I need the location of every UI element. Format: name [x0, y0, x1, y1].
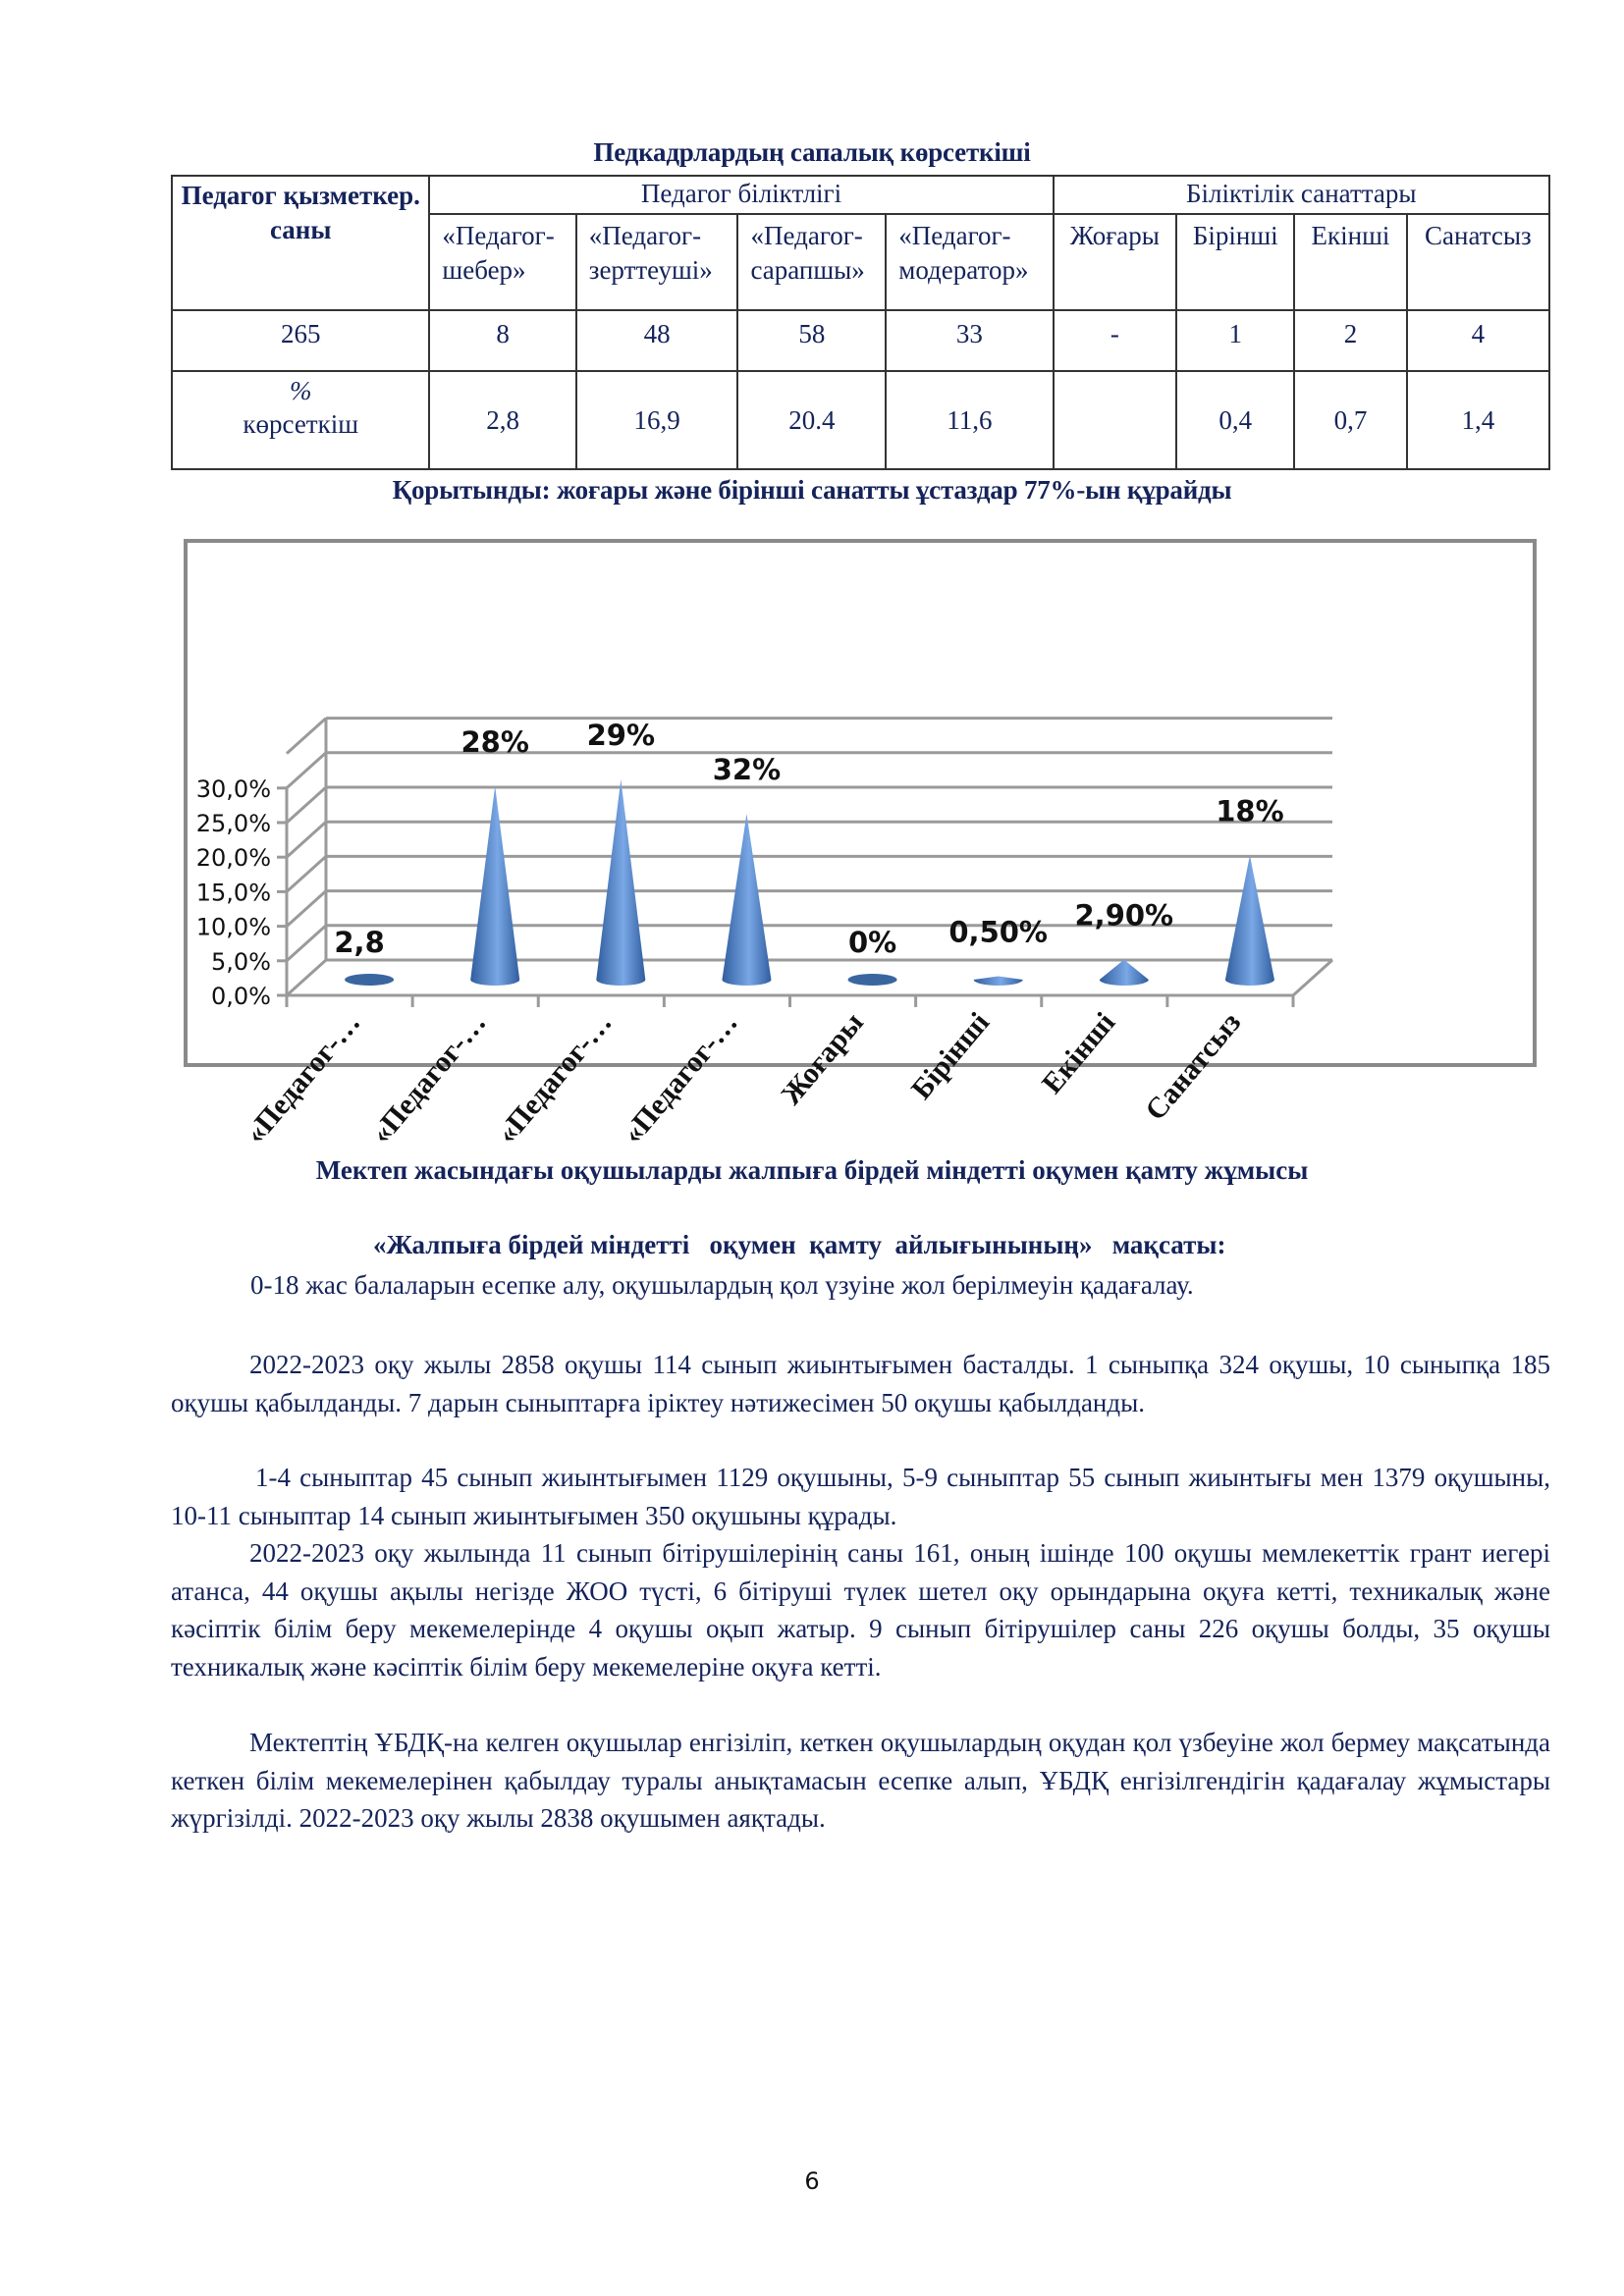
data-label: 32% — [712, 753, 782, 787]
cell-percent — [1054, 371, 1177, 469]
paragraph-2: 1-4 сыныптар 45 сынып жиынтығымен 1129 оқушыны, 5-9 сыныптар 55 сынып жиынтығы мен 1379 оқушыны, 10-11 сыныптар 14 сынып жиынтығымен 350 оқушыны құрады. — [171, 1463, 1550, 1530]
gridlines — [277, 719, 1332, 1007]
cone-bar — [1100, 960, 1149, 986]
chart-canvas — [188, 543, 1533, 1150]
paragraph-4: Мектептің ҰБДҚ-на келген оқушылар енгізіліп, кеткен оқушылардың оқудан қол үзбеуіне жол бермеу мақсатында кеткен білім мекемелерінен қабылдау туралы анықтамасын есепке алып, ҰБДҚ енгізілгендігін қадағалау жұмыстары жүргізілді. 2022-2023 оқу жылы 2838 оқушымен аяқтады. — [171, 1728, 1550, 1833]
x-category-label: Екінші — [1035, 1006, 1122, 1100]
cell-percent: 1,4 — [1407, 371, 1549, 469]
cell-percent: 20.4 — [737, 371, 886, 469]
header-col-first: Бірінші — [1176, 214, 1294, 310]
data-labels — [334, 719, 1283, 959]
paragraph-1: 2022-2023 оқу жылы 2858 оқушы 114 сынып жиынтығымен басталды. 1 сыныпқа 324 оқушы, 10 сыныпқа 185 оқушы қабылданды. 7 дарын сыныптарға іріктеу нәтижесімен 50 оқушы қабылданды. — [171, 1350, 1550, 1417]
y-tick-label: 0,0% — [211, 983, 271, 1010]
cell-percent: 0,7 — [1294, 371, 1406, 469]
header-col-expert: «Педагог-сарапшы» — [737, 214, 886, 310]
cones — [345, 779, 1274, 986]
goal-text: 0-18 жас балаларын есепке алу, оқушылардың қол үзуіне жол берілмеуін қадағалау. — [250, 1270, 1194, 1300]
data-label: 0% — [847, 926, 897, 959]
conclusion-text: Қорытынды: жоғары және бірінші санатты ұстаздар 77%-ын құрайды — [392, 475, 1232, 505]
cone-bar — [596, 779, 645, 986]
y-tick-label: 25,0% — [195, 810, 271, 837]
cell-count: - — [1054, 310, 1177, 371]
data-label: 2,8 — [334, 926, 385, 959]
header-group-categories: Біліктілік санаттары — [1054, 176, 1549, 214]
cell-count: 8 — [429, 310, 575, 371]
x-category-label: «Педагог-… — [616, 1006, 744, 1150]
cone-chart — [184, 539, 1537, 1150]
y-tick-label: 20,0% — [195, 844, 271, 873]
x-axis-labels — [239, 1006, 1247, 1149]
table-title: Педкадрлардың сапалық көрсеткіші — [593, 137, 1031, 167]
y-tick-label: 15,0% — [195, 879, 271, 907]
x-category-label: «Педагог-… — [239, 1006, 367, 1150]
x-category-label: Санатсыз — [1139, 1006, 1248, 1127]
data-label: 28% — [460, 724, 529, 759]
data-label: 18% — [1216, 794, 1284, 828]
x-category-label: «Педагог-… — [364, 1006, 493, 1150]
cone-bar — [1225, 855, 1274, 986]
cell-count: 48 — [576, 310, 738, 371]
cell-percent: 0,4 — [1176, 371, 1294, 469]
cell-percent: 11,6 — [886, 371, 1053, 469]
header-col-second: Екінші — [1294, 214, 1406, 310]
header-group-qualification: Педагог біліктлігі — [429, 176, 1053, 214]
page-number: 6 — [804, 2167, 820, 2195]
cell-percent: 2,8 — [429, 371, 575, 469]
cone-bar — [470, 786, 519, 986]
goal-title: «Жалпыға бірдей міндетті оқумен қамту айлығынының» мақсаты: — [373, 1230, 1226, 1259]
header-col-researcher: «Педагог-зерттеуші» — [576, 214, 738, 310]
cell-count: 58 — [737, 310, 886, 371]
cell-percent: 16,9 — [576, 371, 738, 469]
cell-count: 4 — [1407, 310, 1549, 371]
x-category-label: Жоғары — [775, 1006, 870, 1111]
data-label: 0,50% — [948, 915, 1048, 949]
x-category-label: Бірінші — [904, 1006, 997, 1106]
cone-bar — [722, 814, 771, 986]
x-category-label: «Педагог-… — [490, 1006, 619, 1150]
header-staff-count: Педагог қызметкер. саны — [172, 176, 429, 310]
percent-row — [172, 371, 1549, 469]
y-axis-ticks — [196, 775, 271, 1010]
header-col-highest: Жоғары — [1054, 214, 1177, 310]
header-col-none: Санатсыз — [1407, 214, 1549, 310]
cell-count: 1 — [1176, 310, 1294, 371]
header-col-master: «Педагог-шебер» — [429, 214, 575, 310]
y-tick-label: 30,0% — [195, 774, 271, 803]
cone-bar — [974, 976, 1023, 986]
cone-base — [848, 974, 897, 986]
data-label: 2,90% — [1074, 898, 1174, 933]
cell-percent-label: % көрсеткіш — [172, 371, 429, 469]
quality-indicators-table — [171, 175, 1550, 470]
y-tick-label: 5,0% — [211, 947, 271, 976]
y-tick-label: 10,0% — [195, 913, 271, 941]
data-label: 29% — [586, 718, 656, 752]
header-col-moderator: «Педагог-модератор» — [886, 214, 1053, 310]
count-row — [172, 310, 1549, 371]
section-title: Мектеп жасындағы оқушыларды жалпыға бірдей міндетті оқумен қамту жұмысы — [315, 1155, 1309, 1185]
cell-count: 33 — [886, 310, 1053, 371]
cone-base — [345, 974, 394, 986]
paragraph-3: 2022-2023 оқу жылында 11 сынып бітірушілерінің саны 161, оның ішінде 100 оқушы мемлекеттік грант иегері атанса, 44 оқушы ақылы негізде ЖОО түсті, 6 бітіруші түлек шетел оқу орындарына оқуға кетті, техникалық және кәсіптік білім беру мекемелерінде 4 оқушы оқып жатыр. 9 сынып бітірушілер саны 226 оқушы болды, 35 оқушы техникалық және кәсіптік білім беру мекемелеріне оқуға кетті. — [171, 1538, 1550, 1682]
cell-count: 2 — [1294, 310, 1406, 371]
cell-total: 265 — [172, 310, 429, 371]
